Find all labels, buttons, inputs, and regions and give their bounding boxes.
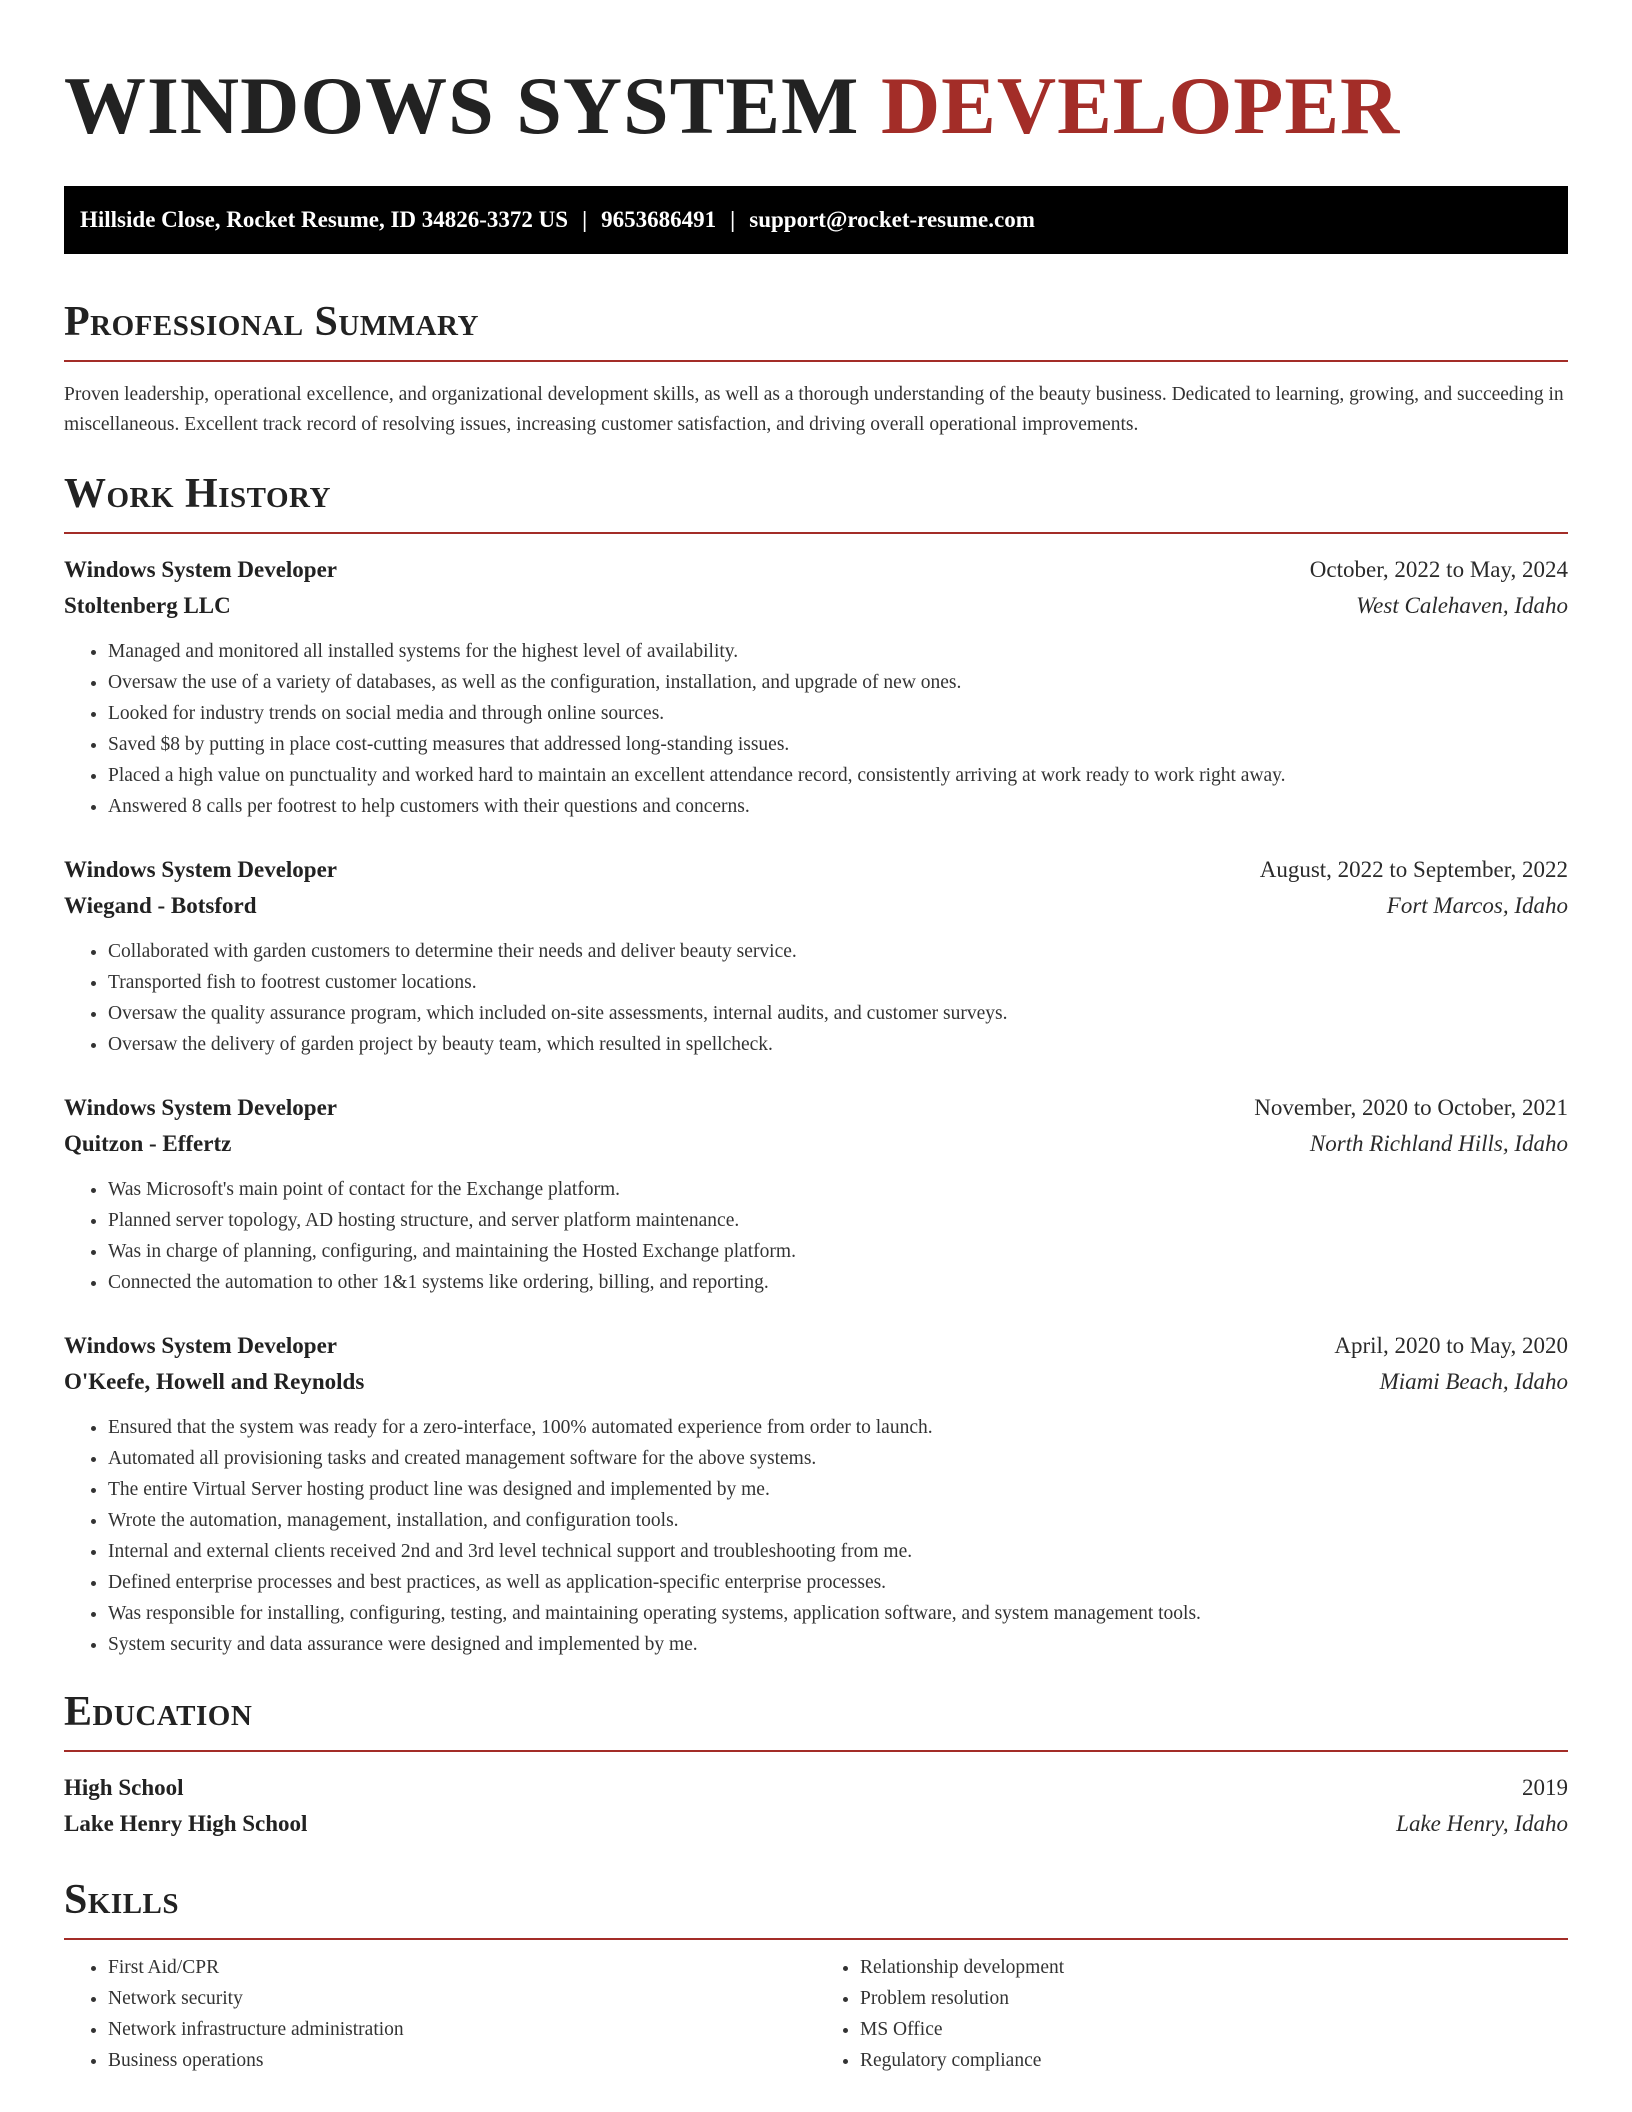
job-header-row	[64, 552, 1568, 588]
education-degree: High School	[64, 1775, 184, 1800]
job-bullet: • Ensured that the system was ready for a zero-interface, 100% automated experience from order to launch.	[108, 1412, 1568, 1443]
title-accent: DEVELOPER	[880, 60, 1401, 151]
section-divider	[64, 1750, 1568, 1752]
job-header-row	[64, 1090, 1568, 1126]
job-dates: August, 2022 to September, 2022	[1259, 857, 1568, 882]
contact-phone: 9653686491	[601, 207, 717, 232]
education-entry	[64, 1770, 1568, 1842]
job-entry	[64, 1090, 1568, 1298]
contact-separator: |	[730, 207, 736, 232]
skills-column-left	[64, 1952, 816, 2076]
job-bullet: • Oversaw the delivery of garden project by beauty team, which resulted in spellcheck.	[108, 1029, 1568, 1060]
summary-text: Proven leadership, operational excellence, and organizational development skills, as well as a thorough understanding of the beauty business. Dedicated to learning, growing, and succeeding in miscellaneous. Excellent track record of resolving issues, increasing customer satisfaction, and driving overall operational improvements.	[64, 384, 1564, 435]
job-bullet: • Automated all provisioning tasks and created management software for the above systems.	[108, 1443, 1568, 1474]
job-bullet: • Was Microsoft's main point of contact for the Exchange platform.	[108, 1174, 1568, 1205]
job-bullet: • Wrote the automation, management, installation, and configuration tools.	[108, 1505, 1568, 1536]
work-history-section	[64, 466, 1568, 1660]
job-bullet: • Defined enterprise processes and best practices, as well as application-specific enterprise processes.	[108, 1567, 1568, 1598]
job-header-row	[64, 1328, 1568, 1364]
job-company-row	[64, 888, 1568, 924]
skill-item: • Relationship development	[860, 1952, 1568, 1983]
education-school: Lake Henry High School	[64, 1811, 308, 1836]
job-bullet: • Planned server topology, AD hosting structure, and server platform maintenance.	[108, 1205, 1568, 1236]
skill-item: • Business operations	[108, 2045, 816, 2076]
job-bullet: • Was in charge of planning, configuring, and maintaining the Hosted Exchange platform.	[108, 1236, 1568, 1267]
education-header-row	[64, 1770, 1568, 1806]
job-bullet: • Oversaw the quality assurance program, which included on-site assessments, internal audits, and customer surveys.	[108, 998, 1568, 1029]
job-entry	[64, 852, 1568, 1060]
education-school-row	[64, 1806, 1568, 1842]
job-location: North Richland Hills, Idaho	[1309, 1131, 1568, 1156]
job-company: O'Keefe, Howell and Reynolds	[64, 1369, 365, 1394]
skill-item: • Network infrastructure administration	[108, 2014, 816, 2045]
job-bullet: • Collaborated with garden customers to determine their needs and deliver beauty service.	[108, 936, 1568, 967]
job-title: Windows System Developer	[64, 857, 338, 882]
job-bullets	[64, 1174, 1568, 1298]
resume-title	[64, 56, 1568, 156]
job-company-row	[64, 588, 1568, 624]
job-bullets	[64, 1412, 1568, 1660]
job-bullet: • Transported fish to footrest customer locations.	[108, 967, 1568, 998]
skill-item: • Problem resolution	[860, 1983, 1568, 2014]
title-dark: WINDOWS SYSTEM	[64, 60, 860, 151]
skills-section	[64, 1872, 1568, 2076]
job-bullet: • The entire Virtual Server hosting product line was designed and implemented by me.	[108, 1474, 1568, 1505]
skills-column-right	[816, 1952, 1568, 2076]
contact-email: support@rocket-resume.com	[749, 207, 1035, 232]
education-year: 2019	[1522, 1775, 1568, 1800]
job-entry	[64, 552, 1568, 822]
summary-section	[64, 294, 1568, 440]
job-company: Wiegand - Botsford	[64, 893, 257, 918]
contact-bar	[64, 186, 1568, 254]
job-header-row	[64, 852, 1568, 888]
skill-item: • Regulatory compliance	[860, 2045, 1568, 2076]
job-bullet: • Placed a high value on punctuality and worked hard to maintain an excellent attendance record, consistently arriving at work ready to work right away.	[108, 760, 1568, 791]
job-bullet: • Saved $8 by putting in place cost-cutting measures that addressed long-standing issues.	[108, 729, 1568, 760]
section-title-summary: Professional Summary	[64, 299, 479, 345]
education-location: Lake Henry, Idaho	[1396, 1811, 1568, 1836]
job-bullet: • Answered 8 calls per footrest to help customers with their questions and concerns.	[108, 791, 1568, 822]
section-title-work: Work History	[64, 471, 331, 517]
job-location: Miami Beach, Idaho	[1379, 1369, 1568, 1394]
job-title: Windows System Developer	[64, 1333, 338, 1358]
job-location: West Calehaven, Idaho	[1356, 593, 1568, 618]
job-bullets	[64, 936, 1568, 1060]
section-title-skills: Skills	[64, 1877, 180, 1923]
job-dates: November, 2020 to October, 2021	[1254, 1095, 1568, 1120]
contact-separator: |	[582, 207, 588, 232]
skill-item: • MS Office	[860, 2014, 1568, 2045]
job-bullet: • Looked for industry trends on social media and through online sources.	[108, 698, 1568, 729]
section-divider	[64, 1938, 1568, 1940]
job-location: Fort Marcos, Idaho	[1386, 893, 1568, 918]
job-company: Quitzon - Effertz	[64, 1131, 232, 1156]
job-dates: April, 2020 to May, 2020	[1334, 1333, 1568, 1358]
job-company-row	[64, 1126, 1568, 1162]
job-bullet: • Was responsible for installing, configuring, testing, and maintaining operating systems, application software, and system management tools.	[108, 1598, 1568, 1629]
job-entry	[64, 1328, 1568, 1660]
section-divider	[64, 360, 1568, 362]
contact-address: Hillside Close, Rocket Resume, ID 34826-3372 US	[80, 207, 569, 232]
job-bullet: • Internal and external clients received 2nd and 3rd level technical support and troubleshooting from me.	[108, 1536, 1568, 1567]
job-bullets	[64, 636, 1568, 822]
job-title: Windows System Developer	[64, 1095, 338, 1120]
section-divider	[64, 532, 1568, 534]
education-section	[64, 1684, 1568, 1842]
job-bullet: • Oversaw the use of a variety of databases, as well as the configuration, installation, and upgrade of new ones.	[108, 667, 1568, 698]
section-title-education: Education	[64, 1689, 253, 1735]
job-dates: October, 2022 to May, 2024	[1309, 557, 1568, 582]
job-title: Windows System Developer	[64, 557, 338, 582]
skill-item: • Network security	[108, 1983, 816, 2014]
skills-grid	[64, 1952, 1568, 2076]
job-bullet: • Connected the automation to other 1&1 systems like ordering, billing, and reporting.	[108, 1267, 1568, 1298]
job-company: Stoltenberg LLC	[64, 593, 231, 618]
job-company-row	[64, 1364, 1568, 1400]
job-bullet: • System security and data assurance were designed and implemented by me.	[108, 1629, 1568, 1660]
job-bullet: • Managed and monitored all installed systems for the highest level of availability.	[108, 636, 1568, 667]
skill-item: • First Aid/CPR	[108, 1952, 816, 1983]
